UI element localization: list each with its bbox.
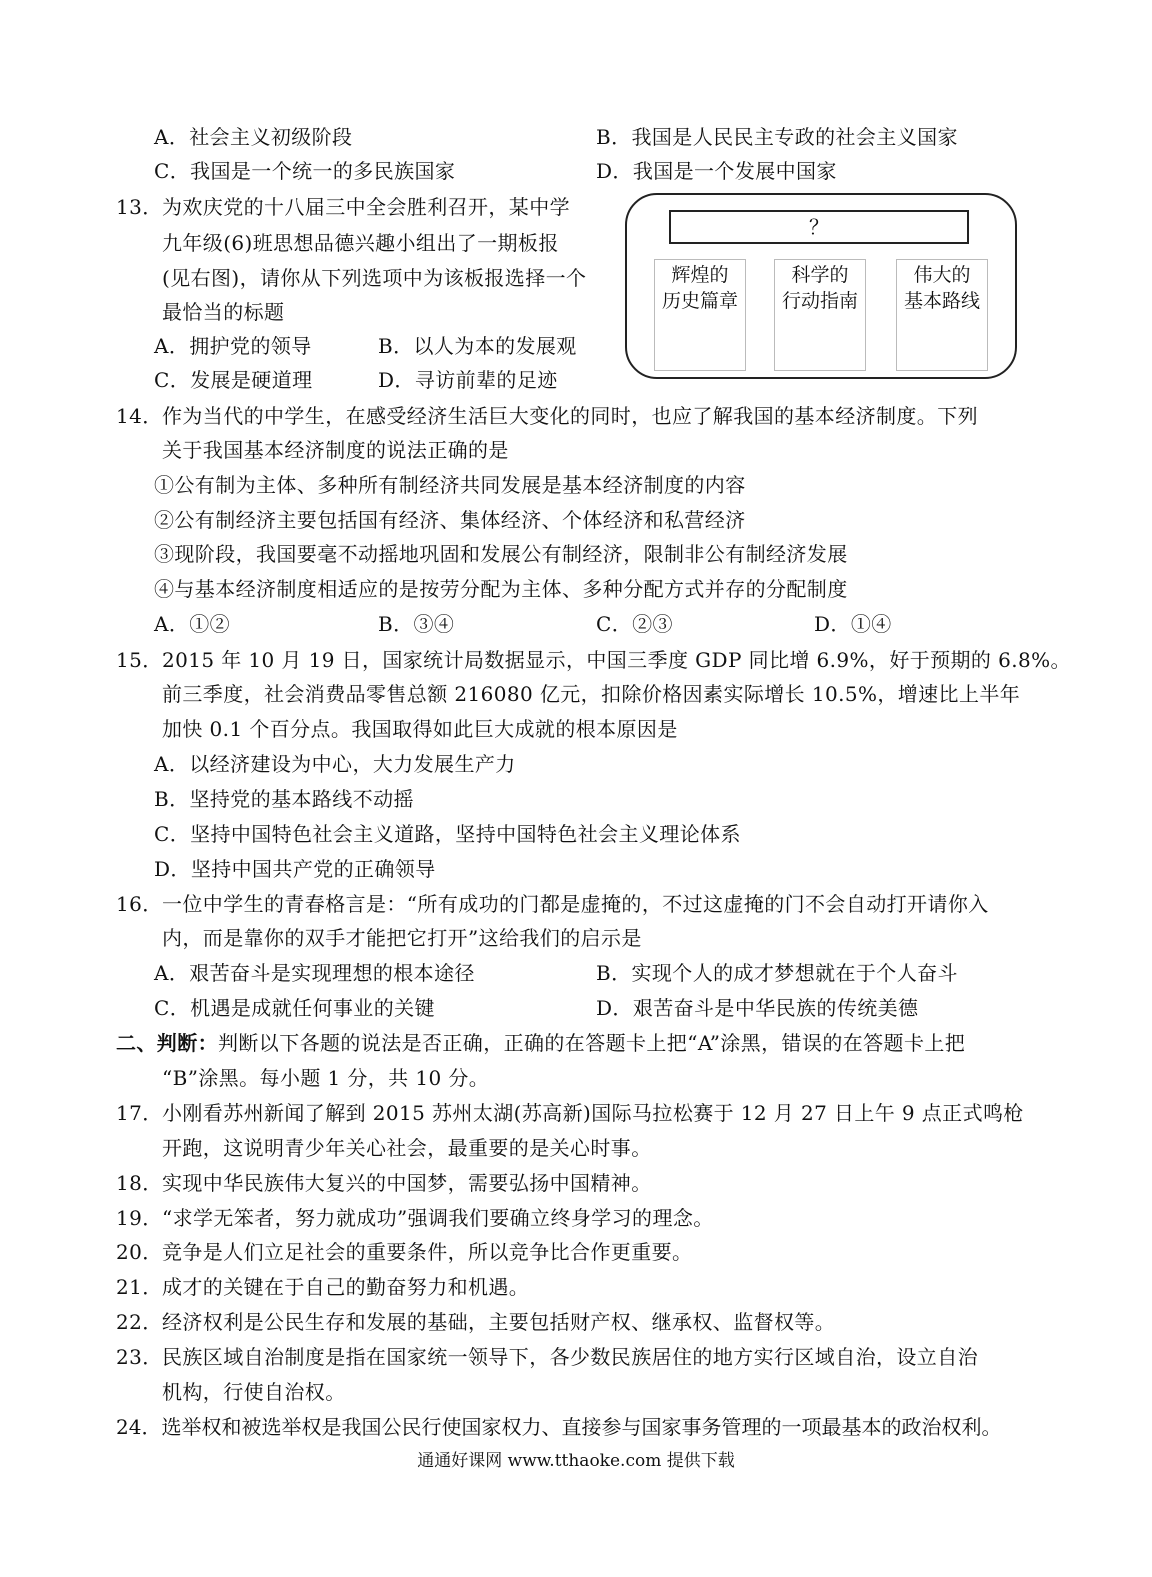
q19-line: 19．“求学无笨者，努力就成功”强调我们要确立终身学习的理念。 xyxy=(116,1206,714,1230)
q14-statement-2: ②公有制经济主要包括国有经济、集体经济、个体经济和私营经济 xyxy=(154,508,746,532)
q23-line-2: 机构，行使自治权。 xyxy=(162,1380,346,1404)
q17-line-1: 17．小刚看苏州新闻了解到 2015 苏州太湖(苏高新)国际马拉松赛于 12 月 27 日上午 9 点正式鸣枪 xyxy=(116,1101,1024,1125)
q19-number: 19． xyxy=(116,1206,163,1230)
q15-stem-line-2: 前三季度，社会消费品零售总额 216080 亿元，扣除价格因素实际增长 10.5%，增速比上半年 xyxy=(162,682,1021,706)
q12-option-d: D．我国是一个发展中国家 xyxy=(596,159,837,183)
q15-stem-line-3: 加快 0.1 个百分点。我国取得如此巨大成就的根本原因是 xyxy=(162,717,678,741)
q22-number: 22． xyxy=(116,1310,163,1334)
q18-number: 18． xyxy=(116,1171,163,1195)
q13-stem-line-1: 13．为欢庆党的十八届三中全会胜利召开，某中学 xyxy=(116,195,570,219)
q15-option-d: D．坚持中国共产党的正确领导 xyxy=(154,857,436,881)
section2-heading: 二、判断： xyxy=(116,1031,218,1055)
q14-statement-3: ③现阶段，我国要毫不动摇地巩固和发展公有制经济，限制非公有制经济发展 xyxy=(154,542,848,566)
q15-number: 15． xyxy=(116,648,163,672)
q12-option-a: A．社会主义初级阶段 xyxy=(154,125,353,149)
q13-stem-line-4: 最恰当的标题 xyxy=(162,300,285,324)
q21-line: 21．成才的关键在于自己的勤奋努力和机遇。 xyxy=(116,1275,530,1299)
q24-line: 24．选举权和被选举权是我国公民行使国家权力、直接参与国家事务管理的一项最基本的政治权利。 xyxy=(116,1415,1002,1439)
q13-stem-line-3: (见右图)，请你从下列选项中为该板报选择一个 xyxy=(162,266,587,290)
q16-stem-line-1: 16．一位中学生的青春格言是：“所有成功的门都是虚掩的，不过这虚掩的门不会自动打开请你入 xyxy=(116,892,989,916)
q16-option-a: A．艰苦奋斗是实现理想的根本途径 xyxy=(154,961,475,985)
footer-source: 通通好课网 www.tthaoke.com 提供下载 xyxy=(417,1451,735,1471)
q16-stem-line-2: 内，而是靠你的双手才能把它打开”这给我们的启示是 xyxy=(162,926,642,950)
q16-option-d: D．艰苦奋斗是中华民族的传统美德 xyxy=(596,996,919,1020)
q13-option-a: A．拥护党的领导 xyxy=(154,334,312,358)
q16-option-c: C．机遇是成就任何事业的关键 xyxy=(154,996,435,1020)
q20-number: 20． xyxy=(116,1240,163,1264)
q18-line: 18．实现中华民族伟大复兴的中国梦，需要弘扬中国精神。 xyxy=(116,1171,652,1195)
section2-instructions-line-1: 二、判断：判断以下各题的说法是否正确，正确的在答题卡上把“A”涂黑，错误的在答题卡上把 xyxy=(116,1031,966,1055)
q15-stem-line-1: 15．2015 年 10 月 19 日，国家统计局数据显示，中国三季度 GDP 同比增 6.9%，好于预期的 6.8%。 xyxy=(116,648,1071,672)
q13-option-b: B．以人为本的发展观 xyxy=(378,334,577,358)
q14-statement-4: ④与基本经济制度相适应的是按劳分配为主体、多种分配方式并存的分配制度 xyxy=(154,577,848,601)
section2-instructions-line-2: “B”涂黑。每小题 1 分，共 10 分。 xyxy=(162,1066,490,1090)
q13-number: 13． xyxy=(116,195,163,219)
q16-number: 16． xyxy=(116,892,163,916)
board-panel-3: 伟大的 基本路线 xyxy=(896,259,988,371)
q13-option-c: C．发展是硬道理 xyxy=(154,368,313,392)
q14-number: 14． xyxy=(116,404,163,428)
q13-option-d: D．寻访前辈的足迹 xyxy=(378,368,558,392)
q14-option-b: B．③④ xyxy=(378,612,455,636)
q17-number: 17． xyxy=(116,1101,163,1125)
q23-line-1: 23．民族区域自治制度是指在国家统一领导下，各少数民族居住的地方实行区域自治，设立自治 xyxy=(116,1345,978,1369)
q23-number: 23． xyxy=(116,1345,163,1369)
blackboard-figure xyxy=(625,193,1017,379)
q15-option-a: A．以经济建设为中心，大力发展生产力 xyxy=(154,752,516,776)
board-panel-2: 科学的 行动指南 xyxy=(774,259,866,371)
board-panel-1: 辉煌的 历史篇章 xyxy=(654,259,746,371)
q20-line: 20．竞争是人们立足社会的重要条件，所以竞争比合作更重要。 xyxy=(116,1240,693,1264)
q24-number: 24． xyxy=(116,1415,162,1439)
q14-option-d: D．①④ xyxy=(814,612,892,636)
q12-option-b: B．我国是人民民主专政的社会主义国家 xyxy=(596,125,958,149)
q13-stem-line-2: 九年级(6)班思想品德兴趣小组出了一期板报 xyxy=(162,231,559,255)
q14-stem-line-1: 14．作为当代的中学生，在感受经济生活巨大变化的同时，也应了解我国的基本经济制度。下列 xyxy=(116,404,978,428)
q14-option-c: C．②③ xyxy=(596,612,673,636)
q15-option-b: B．坚持党的基本路线不动摇 xyxy=(154,787,414,811)
q14-option-a: A．①② xyxy=(154,612,231,636)
q12-option-c: C．我国是一个统一的多民族国家 xyxy=(154,159,456,183)
q15-option-c: C．坚持中国特色社会主义道路，坚持中国特色社会主义理论体系 xyxy=(154,822,741,846)
q22-line: 22．经济权利是公民生存和发展的基础，主要包括财产权、继承权、监督权等。 xyxy=(116,1310,836,1334)
q21-number: 21． xyxy=(116,1275,163,1299)
q14-statement-1: ①公有制为主体、多种所有制经济共同发展是基本经济制度的内容 xyxy=(154,473,746,497)
board-title-box: ？ xyxy=(669,210,969,244)
q17-line-2: 开跑，这说明青少年关心社会，最重要的是关心时事。 xyxy=(162,1136,652,1160)
q14-stem-line-2: 关于我国基本经济制度的说法正确的是 xyxy=(162,438,509,462)
q16-option-b: B．实现个人的成才梦想就在于个人奋斗 xyxy=(596,961,958,985)
